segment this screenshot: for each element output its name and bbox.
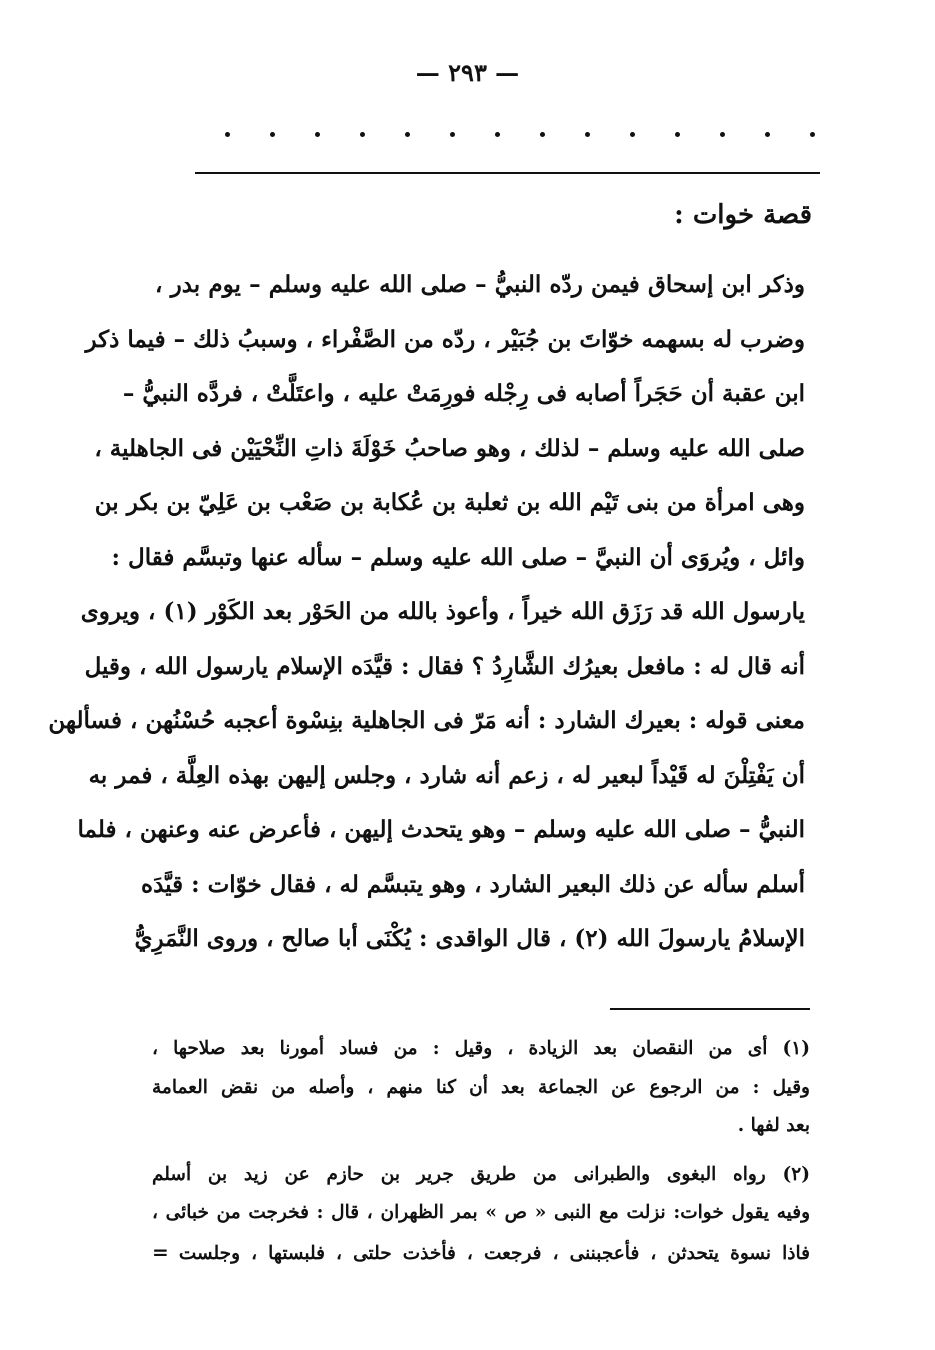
- body-line: النبيُّ – صلى الله عليه وسلم – وهو يتحدث إليهن ، فأعرض عنه وعنهن ، فلما: [77, 816, 805, 843]
- body-line: الإسلامُ يارسولَ الله (٢) ، قال الواقدى : يُكْنَى أبا صالح ، وروى النَّمَرِيُّ: [134, 925, 805, 952]
- footnotes: [152, 1030, 810, 1271]
- ornament-dot: [765, 132, 770, 137]
- body-line: وضرب له بسهمه خوّاتَ بن جُبَيْر ، ردّه من الصَّفْراء ، وسببُ ذلك – فيما ذكر: [85, 325, 805, 353]
- header-divider: [195, 172, 820, 174]
- body-line: أن يَفْتِلْنَ له قَيْداً لبعير له ، زعم أنه شارد ، وجلس إليهن بهذه العِلَّة ، فمر به: [88, 761, 805, 789]
- body-line: يارسول الله قد رَزَق الله خيراً ، وأعوذ بالله من الحَوْر بعد الكَوْر (١) ، ويروى: [80, 598, 805, 625]
- body-line: صلى الله عليه وسلم – لذلك ، وهو صاحبُ خَوْلَةَ ذاتِ النِّحْيَيْن فى الجاهلية ،: [94, 434, 805, 462]
- body-line: ابن عقبة أن حَجَراً أصابه فى رِجْله فورِمَتْ عليه ، واعتَلَّتْ ، فردَّه النبيُّ –: [122, 380, 805, 407]
- section-title: قصة خوات :: [674, 200, 812, 230]
- body-line: وذكر ابن إسحاق فيمن ردّه النبيُّ – صلى الله عليه وسلم – يوم بدر ،: [155, 271, 805, 298]
- footnote-2: [152, 1156, 810, 1272]
- footnote-line: (١) أى من النقصان بعد الزيادة ، وقيل : من فساد أمورنا بعد صلاحها ،: [152, 1038, 810, 1059]
- ornamental-dots-row: [225, 132, 815, 137]
- ornament-dot: [675, 132, 680, 137]
- ornament-dot: [315, 132, 320, 137]
- page-number: — ٢٩٣ —: [415, 58, 520, 87]
- body-line: معنى قوله : بعيرك الشارد : أنه مَرّ فى الجاهلية بنِسْوة أعجبه حُسْنُهن ، فسألهن: [48, 707, 805, 734]
- ornament-dot: [360, 132, 365, 137]
- footnote-line: (٢) رواه البغوى والطبرانى من طريق جرير بن حازم عن زيد بن أسلم: [152, 1163, 810, 1185]
- continuation-mark: =: [152, 1239, 168, 1264]
- ornament-dot: [495, 132, 500, 137]
- body-text: [48, 258, 805, 967]
- footnote-divider: [610, 1008, 810, 1010]
- footnote-line: وفيه يقول خوات: نزلت مع النبى « ص » بمر الظهران ، قال : فخرجت من خبائى ،: [152, 1202, 810, 1223]
- ornament-dot: [405, 132, 410, 137]
- footnote-line: وقيل : من الرجوع عن الجماعة بعد أن كنا منهم ، وأصله من نقض العمامة: [152, 1076, 810, 1098]
- body-line: وائل ، ويُروَى أن النبيَّ – صلى الله عليه وسلم – سأله عنها وتبسَّم فقال :: [111, 543, 805, 571]
- body-line: أنه قال له : مافعل بعيرُك الشَّارِدُ ؟ فقال : قيَّدَه الإسلام يارسول الله ، وقيل: [84, 652, 805, 680]
- footnote-line-last: [152, 1233, 810, 1272]
- ornament-dot: [540, 132, 545, 137]
- body-line: وهى امرأة من بنى تَيْم الله بن ثعلبة بن عُكابة بن صَعْب بن عَلِيّ بن بكر بن: [94, 489, 805, 516]
- body-line: أسلم سأله عن ذلك البعير الشارد ، وهو يتبسَّم له ، فقال خوّات : قيَّدَه: [141, 870, 805, 898]
- ornament-dot: [810, 132, 815, 137]
- ornament-dot: [270, 132, 275, 137]
- footnote-line-text: فاذا نسوة يتحدثن ، فأعجبننى ، فرجعت ، فأخذت حلتى ، فلبستها ، وجلست: [178, 1242, 810, 1264]
- footnote-1: [152, 1030, 810, 1146]
- footnote-line: بعد لفها .: [737, 1115, 810, 1136]
- ornament-dot: [585, 132, 590, 137]
- ornament-dot: [630, 132, 635, 137]
- ornament-dot: [720, 132, 725, 137]
- ornament-dot: [225, 132, 230, 137]
- ornament-dot: [450, 132, 455, 137]
